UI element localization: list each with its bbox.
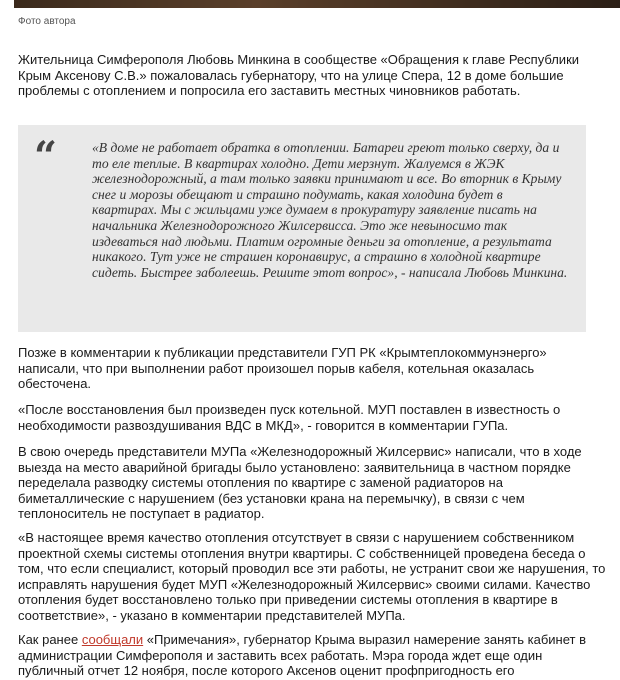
final-paragraph xyxy=(18,632,608,679)
final-text-after: «Примечания», губернатор Крыма выразил намерение занять кабинет в администрации Симферополя и заставить всех работать. Мэра города ждет еще один публичный отчет 12 ноября, после которого Аксенов оценит профпригодность его xyxy=(18,632,586,678)
article-photo xyxy=(14,0,620,8)
mup-quote-paragraph: «В настоящее время качество отопления отсутствует в связи с нарушением собственником проектной схемы системы отопления внутри квартиры. С собственницей проведена беседа о том, что если специалист, который проводил все эти работы, не устранит свои же нарушения, то исправлять нарушения будет МУП «Железнодорожный Жилсервис» своими силами. Качество отопления будет восстановлено только при приведении системы отопления в квартире в соответствие», - указано в комментарии представителей МУПа. xyxy=(18,530,606,623)
gup-paragraph: Позже в комментарии к публикации представители ГУП РК «Крымтеплокоммунэнерго» написали, что при выполнении работ произошел порыв кабеля, котельная оказалась обесточена. xyxy=(18,345,547,391)
mup-paragraph: В свою очередь представители МУПа «Железнодорожный Жилсервис» написали, что в ходе выезда на место аварийной бригады было установлено: заявительница в частном порядке переделала разводку системы отопления по квартире с заменой радиаторов на биметаллические с нарушением (без установки крана на перемычку), в связи с чем теплоноситель не поступает в радиатор. xyxy=(18,444,582,521)
intro-paragraph: Жительница Симферополя Любовь Минкина в сообществе «Обращения к главе Республики Крым Аксенову С.В.» пожаловалась губернатору, что на улице Спера, 12 в доме большие проблемы с отоплением и попросила его заставить местных чиновников работать. xyxy=(18,52,580,98)
gup-quote-paragraph: «После восстановления был произведен пуск котельной. МУП поставлен в известность о необходимости развоздушивания ВДС в МКД», - говорится в комментарии ГУПа. xyxy=(18,402,561,433)
quote-mark-icon: “ xyxy=(34,133,58,180)
photo-caption: Фото автора xyxy=(18,16,76,27)
blockquote-text: «В доме не работает обратка в отоплении. Батареи греют только сверху, да и то еле теплые. В квартирах холодно. Дети мерзнут. Жалуемся в ЖЭК железнодорожный, а там только заявки принимают и все. Во вторник в Крыму снег и морозы обещают и страшно подумать, какая холодина будет в квартирах. Мы с жильцами уже думаем в прокуратуру заявление писать на начальника Железнодорожного Жилсервисса. Это же невыносимо так издеваться над людьми. Платим огромные деньги за отопление, а результата никакого. Тут уже не страшен коронавирус, а страшно в холодной квартире сидеть. Быстрее заболеешь. Решите этот вопрос», - написала Любовь Минкина. xyxy=(92,140,568,280)
reported-link[interactable]: сообщали xyxy=(81,632,144,647)
final-text-before: Как ранее xyxy=(18,632,82,647)
